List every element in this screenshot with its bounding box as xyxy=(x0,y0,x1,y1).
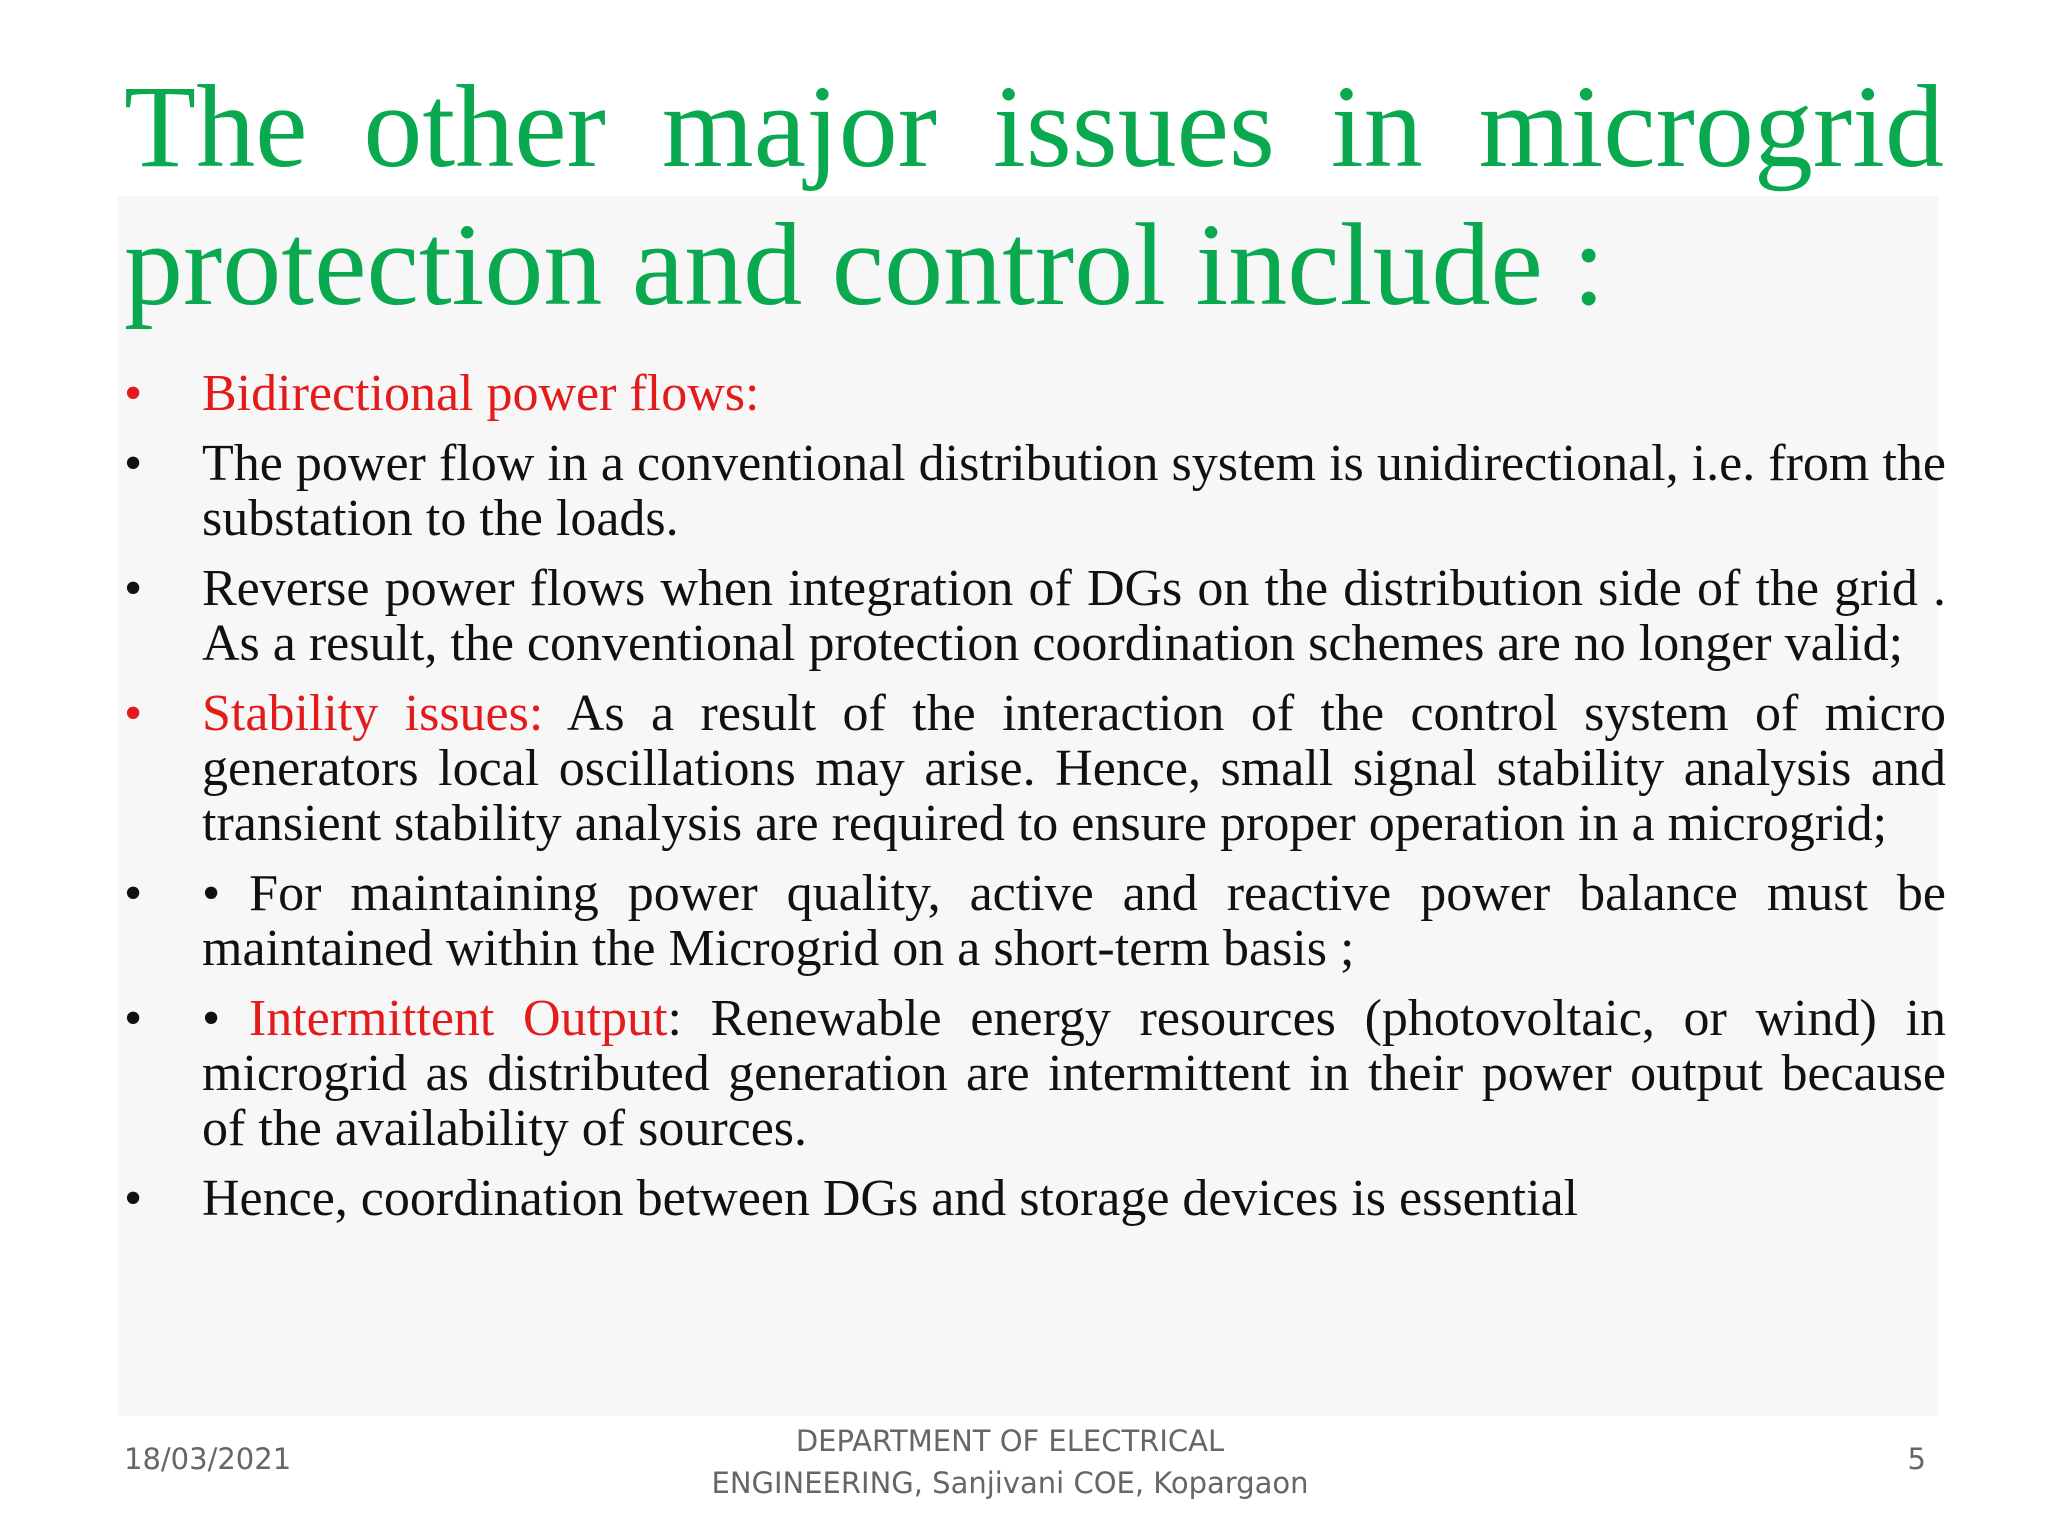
bullet-heading: Stability issues: xyxy=(202,685,544,742)
bullet-item-unidirectional-flow xyxy=(124,436,1946,546)
bullet-description: : Renewable energy resources (photovoltaic, or wind) in microgrid as distributed generation are intermittent in their power output because of the availability of sources. xyxy=(202,990,1946,1157)
bullet-description: The power flow in a conventional distribution system is unidirectional, i.e. from the substation to the loads. xyxy=(202,435,1946,547)
bullet-item-bidirectional-power-flows xyxy=(124,366,1946,421)
title-line-2: protection and control include : xyxy=(124,199,1606,330)
footer-department xyxy=(650,1420,1370,1504)
bullet-marker: • xyxy=(124,1170,143,1227)
bullet-marker: • xyxy=(124,865,143,922)
bullet-marker: • xyxy=(124,435,143,492)
inline-bullet-prefix: • xyxy=(202,990,249,1047)
slide-title xyxy=(124,58,1944,334)
bullet-text xyxy=(202,686,1946,851)
bullet-item-intermittent-output xyxy=(124,991,1946,1156)
title-line-1: The other major issues in microgrid xyxy=(124,61,1944,192)
footer-department-line-1: DEPARTMENT OF ELECTRICAL xyxy=(795,1424,1225,1458)
bullet-description: Reverse power flows when integration of DGs on the distribution side of the grid . As a result, the conventional protection coordination schemes are no longer valid; xyxy=(202,560,1946,672)
bullet-marker: • xyxy=(124,685,143,742)
issues-bullet-list xyxy=(124,366,1946,1241)
bullet-heading: Bidirectional power flows: xyxy=(202,365,760,422)
bullet-item-stability-issues xyxy=(124,686,1946,851)
bullet-text xyxy=(202,1171,1946,1226)
slide-footer xyxy=(0,1420,2048,1510)
bullet-description: • For maintaining power quality, active and reactive power balance must be maintained within the Microgrid on a short-term basis ; xyxy=(202,865,1946,977)
footer-date: 18/03/2021 xyxy=(124,1442,292,1476)
footer-department-line-2: ENGINEERING, Sanjivani COE, Kopargaon xyxy=(711,1466,1309,1500)
bullet-item-power-quality xyxy=(124,866,1946,976)
bullet-text xyxy=(202,991,1946,1156)
bullet-text xyxy=(202,366,1946,421)
footer-page-number: 5 xyxy=(1907,1442,1926,1476)
bullet-marker: • xyxy=(124,560,143,617)
bullet-item-coordination xyxy=(124,1171,1946,1226)
bullet-text xyxy=(202,436,1946,546)
bullet-description: As a result of the interaction of the control system of micro generators local oscillations may arise. Hence, small signal stability analysis and transient stability analysis are required to ensure proper operation in a microgrid; xyxy=(202,685,1947,852)
bullet-marker: • xyxy=(124,365,143,422)
bullet-heading: Intermittent Output xyxy=(248,990,668,1047)
bullet-text xyxy=(202,866,1946,976)
bullet-item-reverse-power-flows xyxy=(124,561,1946,671)
bullet-description: Hence, coordination between DGs and storage devices is essential xyxy=(202,1170,1579,1227)
bullet-marker: • xyxy=(124,990,143,1047)
bullet-text xyxy=(202,561,1946,671)
